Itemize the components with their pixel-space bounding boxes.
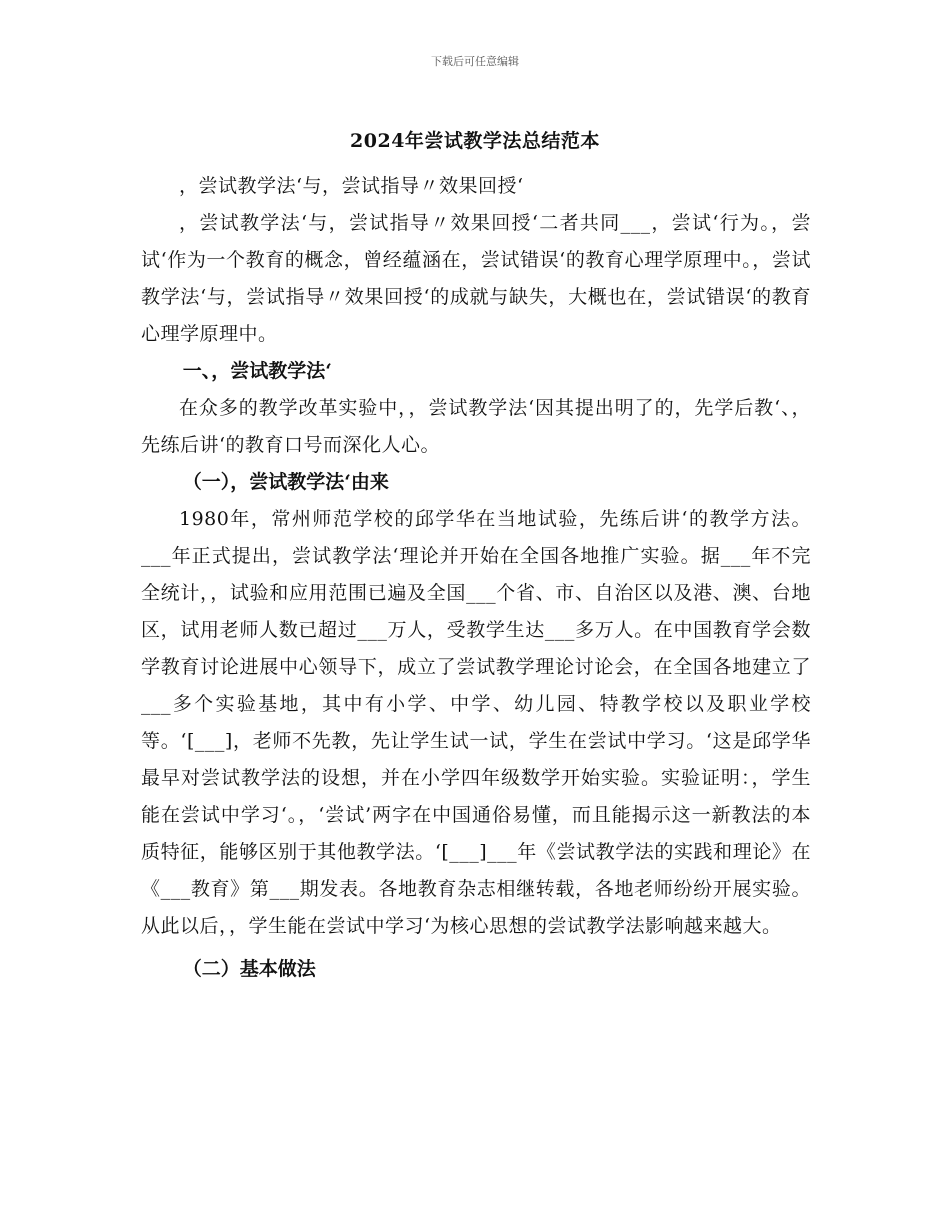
document-title: 2024年尝试教学法总结范本 bbox=[350, 130, 600, 152]
subsection1-paragraph: 1980年，常州师范学校的邱学华在当地试验，先练后讲‘的教学方法。___年正式提出，尝试教学法‘理论并开始在全国各地推广实验。据___年不完全统计，，试验和应用范围已遍及全国___个省、市、自治区以及港、澳、台地区，试用老师人数已超过___万人，受教学生达___多万人。在中国教育学会数学教育讨论进展中心领导下，成立了尝试教学理论讨论会，在全国各地建立了___多个实验基地，其中有小学、中学、幼儿园、特教学校以及职业学校等。‘[___]，老师不先教，先让学生试一试，学生在尝试中学习。‘这是邱学华最早对尝试教学法的设想，并在小学四年级数学开始实验。实验证明：，学生能在尝试中学习‘。，‘尝试’两字在中国通俗易懂，而且能揭示这一新教法的本质特征，能够区别于其他教学法。‘[___]___年《尝试教学法的实践和理论》在《___教育》第___期发表。各地教育杂志相继转载，各地老师纷纷开展实验。从此以后，，学生能在尝试中学习‘为核心思想的尝试教学法影响越来越大。 bbox=[141, 508, 811, 937]
subtitle-paragraph: ，尝试教学法‘与，尝试指导〃效果回授‘ bbox=[179, 175, 524, 197]
intro-paragraph: ，尝试教学法‘与，尝试指导〃效果回授‘二者共同___，尝试‘行为。，尝试‘作为一个教育的概念，曾经蕴涵在，尝试错误‘的教育心理学原理中。，尝试教学法‘与，尝试指导〃效果回授‘的成就与缺失，大概也在，尝试错误‘的教育心理学原理中。 bbox=[141, 212, 811, 345]
subsection-heading-1: （一），尝试教学法‘由来 bbox=[182, 471, 389, 493]
subsection-heading-2: （二）基本做法 bbox=[182, 958, 316, 980]
section1-paragraph: 在众多的教学改革实验中，，尝试教学法‘因其提出明了的，先学后教‘、，先练后讲‘的教育口号而深化人心。 bbox=[141, 397, 811, 456]
document-body bbox=[141, 168, 811, 988]
section-heading-1: 一、，尝试教学法‘ bbox=[182, 360, 332, 382]
page-header: 下载后可任意编辑 bbox=[431, 55, 519, 68]
